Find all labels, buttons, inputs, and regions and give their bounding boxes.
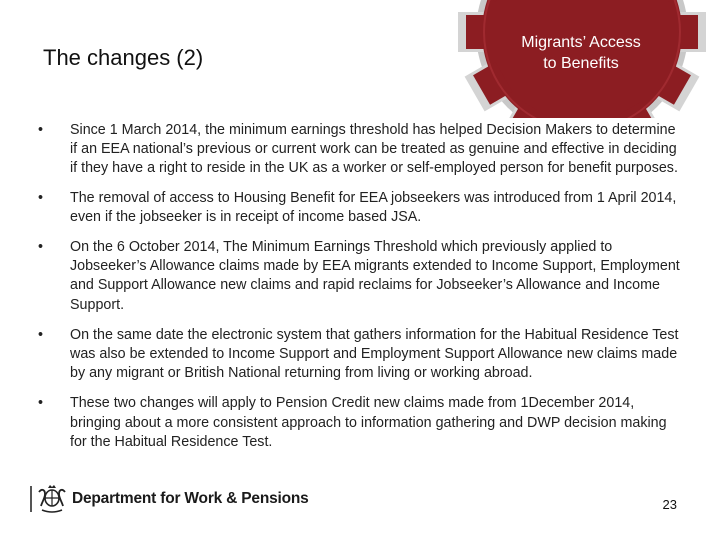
gear-badge-label — [470, 32, 692, 74]
gear-badge-line1: Migrants’ Access — [521, 34, 641, 51]
bullet-text: The removal of access to Housing Benefit for EEA jobseekers was introduced from 1 April 2014, even if the jobseeker is in receipt of income based JSA. — [70, 189, 677, 225]
royal-crest-icon — [36, 484, 68, 514]
footer-divider — [30, 486, 32, 512]
bullet-text: On the same date the electronic system that gathers information for the Habitual Residence Test was also be extended to Income Support and Employment Support Allowance new claims made by any migrant or British National returning from living or working abroad. — [70, 326, 679, 382]
bullet-marker: • — [38, 189, 44, 206]
footer — [30, 484, 690, 518]
gear-badge-line2: to Benefits — [543, 55, 619, 72]
bullet-item — [36, 121, 684, 179]
bullet-text: Since 1 March 2014, the minimum earnings threshold has helped Decision Makers to determine if an EEA national’s previous or current work can be treated as genuine and effective in deciding if they have a right to reside in the UK as a worker or self-employed person for benefit purposes. — [70, 122, 678, 177]
bullet-marker: • — [38, 326, 44, 343]
bullet-item — [36, 326, 684, 384]
department-name: Department for Work & Pensions — [72, 490, 309, 507]
bullet-item — [36, 189, 684, 227]
slide-title: The changes (2) — [43, 45, 204, 70]
bullet-list — [36, 121, 684, 452]
bullet-marker: • — [38, 239, 44, 256]
bullet-text: These two changes will apply to Pension Credit new claims made from 1December 2014, bringing about a more consistent approach to information gathering and DWP decision making for the Habitual Residence Test. — [70, 395, 667, 450]
bullet-item — [36, 394, 684, 452]
bullet-item — [36, 238, 684, 315]
bullet-marker: • — [38, 122, 44, 138]
bullet-marker: • — [38, 395, 44, 412]
bullet-text: On the 6 October 2014, The Minimum Earnings Threshold which previously applied to Jobseeker’s Allowance claims made by EEA migrants extended to Income Support, Employment and Support Allowance new claims and rapid reclaims for Jobseeker’s Allowance and Income Support. — [70, 239, 680, 313]
page-number: 23 — [662, 497, 677, 512]
